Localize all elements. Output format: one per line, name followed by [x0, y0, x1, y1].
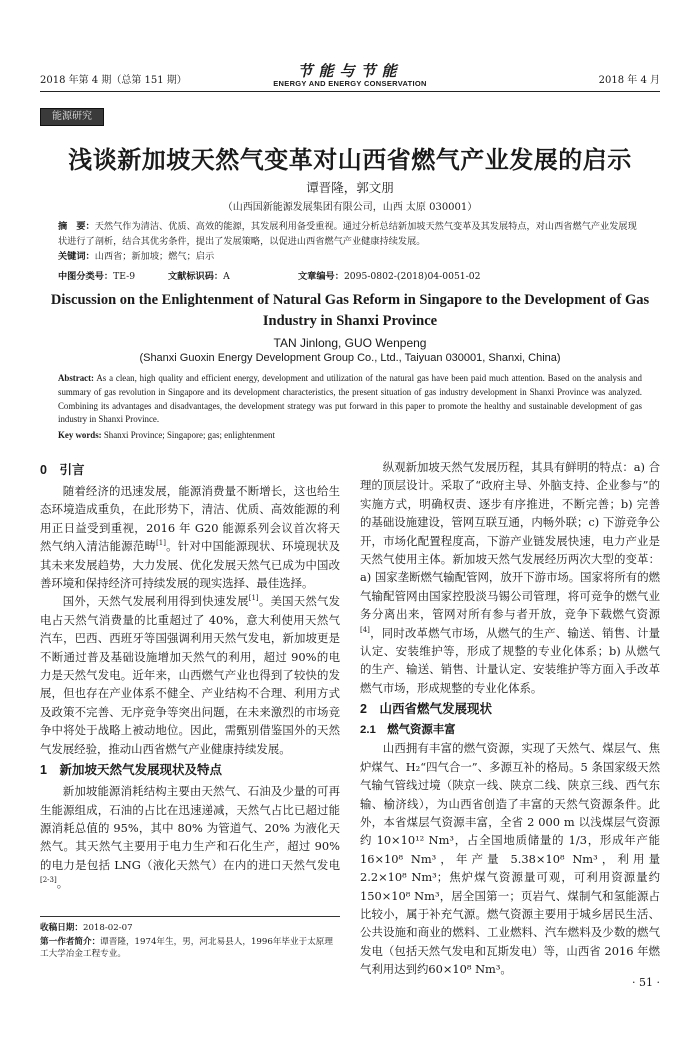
issue-info: 2018 年第 4 期（总第 151 期） [40, 75, 187, 86]
keywords-en-label: Key words: [58, 430, 102, 440]
paper-title-cn: 浅谈新加坡天然气变革对山西省燃气产业发展的启示 [68, 147, 632, 174]
heading-section-2-1: 2.1 燃气资源丰富 [360, 724, 456, 737]
paper-title-en: Discussion on the Enlightenment of Natural Gas Reform in Singapore to the Development of Gas Industry in Shanxi Province [50, 292, 650, 329]
section-tag: 能源研究 [40, 108, 104, 126]
keywords-en [58, 430, 642, 440]
clc-value: TE-9 [113, 271, 136, 282]
paragraph: 国外，天然气发展利用得到快速发展[1]。美国天然气发电占天然气消费量的比重超过了 40%，意大利使用天然气汽车，巴西、西班牙等国强调利用天然气发电，新加坡更是不断通过普及基础设施增加天然气的利用，超过 90%的电力是天然气发电。近年来，山西燃气产业也得到了较快的发展，但也存在产业体系不健全、产业结构不合理、利用方式及政策不完善、无序竞争等突出问题，在未来激烈的市场竞争中将处于战略上被动地位。因此，需甄别借鉴国外的天然气发展经验，推动山西省燃气产业健康持续发展。 [40, 594, 340, 756]
keywords-en-text: Shanxi Province; Singapore; gas; enlightenment [101, 430, 275, 440]
journal-title-cn: 节能与节能 [297, 62, 403, 80]
authors-en: TAN Jinlong, GUO Wenpeng [273, 336, 427, 350]
doc-code-value: A [223, 271, 230, 282]
doc-code-label: 文献标识码： [168, 271, 224, 281]
abstract-cn-label: 摘 要： [58, 221, 95, 231]
authors-cn: 谭晋隆，郭文朋 [306, 180, 394, 195]
clc-label: 中图分类号： [58, 271, 114, 281]
paragraph: 纵观新加坡天然气发展历程，其具有鲜明的特点：a) 合理的顶层设计。采取了“政府主导、外脑支持、企业参与”的实施方式，明确权责、逐步有序推进，不断完善；b) 完善的基础设施建设，管网互联互通，内畅外联；c) 下游竞争公开，市场化配置程度高，下游产业链发展快速，电力产业是天然气使用主体。新加坡天然气发展经历两次大型的变革：a) 国家垄断燃气输配管网，放开下游市场。国家将所有的燃气输配管网由国家控股淡马锡公司管理，将可竞争的燃气业务分离出来，管网对所有参与者开放，竞争下载燃气资源[4]，同时改革燃气市场，从燃气的生产、输送、销售、计量认定、安装维护等，形成了规整的专业化体系；b) 从燃气的生产、输送、销售、计量认定、安装维护等方面入手改革燃气市场，形成规整的专业化体系。 [360, 460, 660, 695]
article-no-label: 文章编号： [298, 271, 344, 281]
running-header [40, 62, 660, 92]
heading-section-1: 1 新加坡天然气发展现状及特点 [40, 763, 222, 778]
journal-title-en: ENERGY AND ENERGY CONSERVATION [273, 79, 427, 88]
paragraph: 新加坡能源消耗结构主要由天然气、石油及少量的可再生能源组成，石油的占比在迅速递减，天然气占比已超过能源消耗总值的 95%，其中 80% 为管道气、20% 为液化天然气。其天然气主要用于电力生产和石化生产，超过 90%的电力是包括 LNG（液化天然气）在内的进口天然气发电[2-3]。 [40, 784, 340, 891]
affiliation-cn: （山西国新能源发展集团有限公司，山西 太原 030001） [222, 202, 478, 213]
heading-introduction: 0 引言 [40, 463, 85, 477]
journal-masthead [273, 63, 426, 88]
page-number: · 51 · [632, 976, 660, 989]
keywords-cn-label: 关键词： [58, 251, 95, 261]
abstract-cn-text: 天然气作为清洁、优质、高效的能源，其发展利用备受重视。通过分析总结新加坡天然气变革及其发展特点，对山西省燃气产业发展现状进行了剖析，结合其优劣条件，提出了发展策略，以促进山西省燃气产业健康持续发展。 [58, 221, 637, 247]
citation: [1] [156, 539, 166, 548]
citation: [1] [248, 594, 259, 603]
abstract-en [58, 372, 642, 427]
received-date: 2018-02-07 [82, 923, 133, 933]
issue-date: 2018 年 4 月 [598, 75, 660, 86]
body-right-column [360, 458, 660, 979]
author-bio: 谭晋隆，1974年生，男，河北易县人，1996年毕业于太原理工大学冶金工程专业。 [40, 936, 333, 959]
body-left-column [40, 458, 340, 893]
author-bio-label: 第一作者简介： [40, 935, 101, 946]
footnote [40, 916, 340, 961]
affiliation-en: (Shanxi Guoxin Energy Development Group Co., Ltd., Taiyuan 030001, Shanxi, China) [139, 352, 561, 364]
citation: [4] [360, 625, 370, 634]
received-label: 收稿日期： [40, 922, 83, 932]
classification-line [58, 268, 642, 282]
abstract-en-text: As a clean, high quality and efficient energy, development and utilization of the natural gas have been paid much attention. Based on the analysis and summary of gas revolution in Singapore and its development characteristics, the present situation of gas industry development in Shanxi Province was analyzed. Combining its advantages and disadvantages, the development strategy was put forward in this paper to promote the healthy and sustainable development of gas industry in Shanxi Province. [58, 373, 642, 425]
keywords-cn-text: 山西省；新加坡；燃气；启示 [94, 251, 215, 262]
paragraph: 随着经济的迅速发展，能源消费量不断增长，这也给生态环境造成重负，在此形势下，清洁、优质、高效能源的利用正日益受到重视，2016 年 G20 能源系列会议首次将天然气纳入清洁能源范畴[1]。针对中国能源现状、环境现状及其未来发展趋势，大力发展、优化发展天然气已成为中国改善环境和保持经济可持续发展的现实选择、最佳选择。 [40, 484, 340, 591]
abstract-cn [58, 219, 642, 264]
abstract-en-label: Abstract: [58, 373, 94, 383]
heading-section-2: 2 山西省燃气发展现状 [360, 702, 492, 717]
paragraph: 山西拥有丰富的燃气资源，实现了天然气、煤层气、焦炉煤气、H₂“四气合一”、多源互补的格局。5 条国家级天然气输气管线过境（陕京一线、陕京二线、陕京三线、西气东输、榆济线），为山西省创造了丰富的天然气资源条件。此外，本省煤层气资源丰富，全省 2 000 m 以浅煤层气资源约 10×10¹² Nm³，占全国地质储量的 1/3，形成年产能 16×10⁸ Nm³，年产量 5.38×10⁸ Nm³，利用量 2.2×10⁸ Nm³；焦炉煤气资源量可观，可利用资源量约 150×10⁸ Nm³，居全国第一；页岩气、煤制气和氢能源占比较小，属于补充气源。燃气资源主要用于城乡居民生活、公共设施和商业的燃料、工业燃料、汽车燃料及少数的燃气发电（包括天然气发电和瓦斯发电）等，山西省 2016 年燃气利用达到约60×10⁸ Nm³。 [360, 741, 660, 977]
citation: [2-3] [40, 876, 57, 885]
article-no-value: 2095-0802-(2018)04-0051-02 [343, 271, 481, 282]
